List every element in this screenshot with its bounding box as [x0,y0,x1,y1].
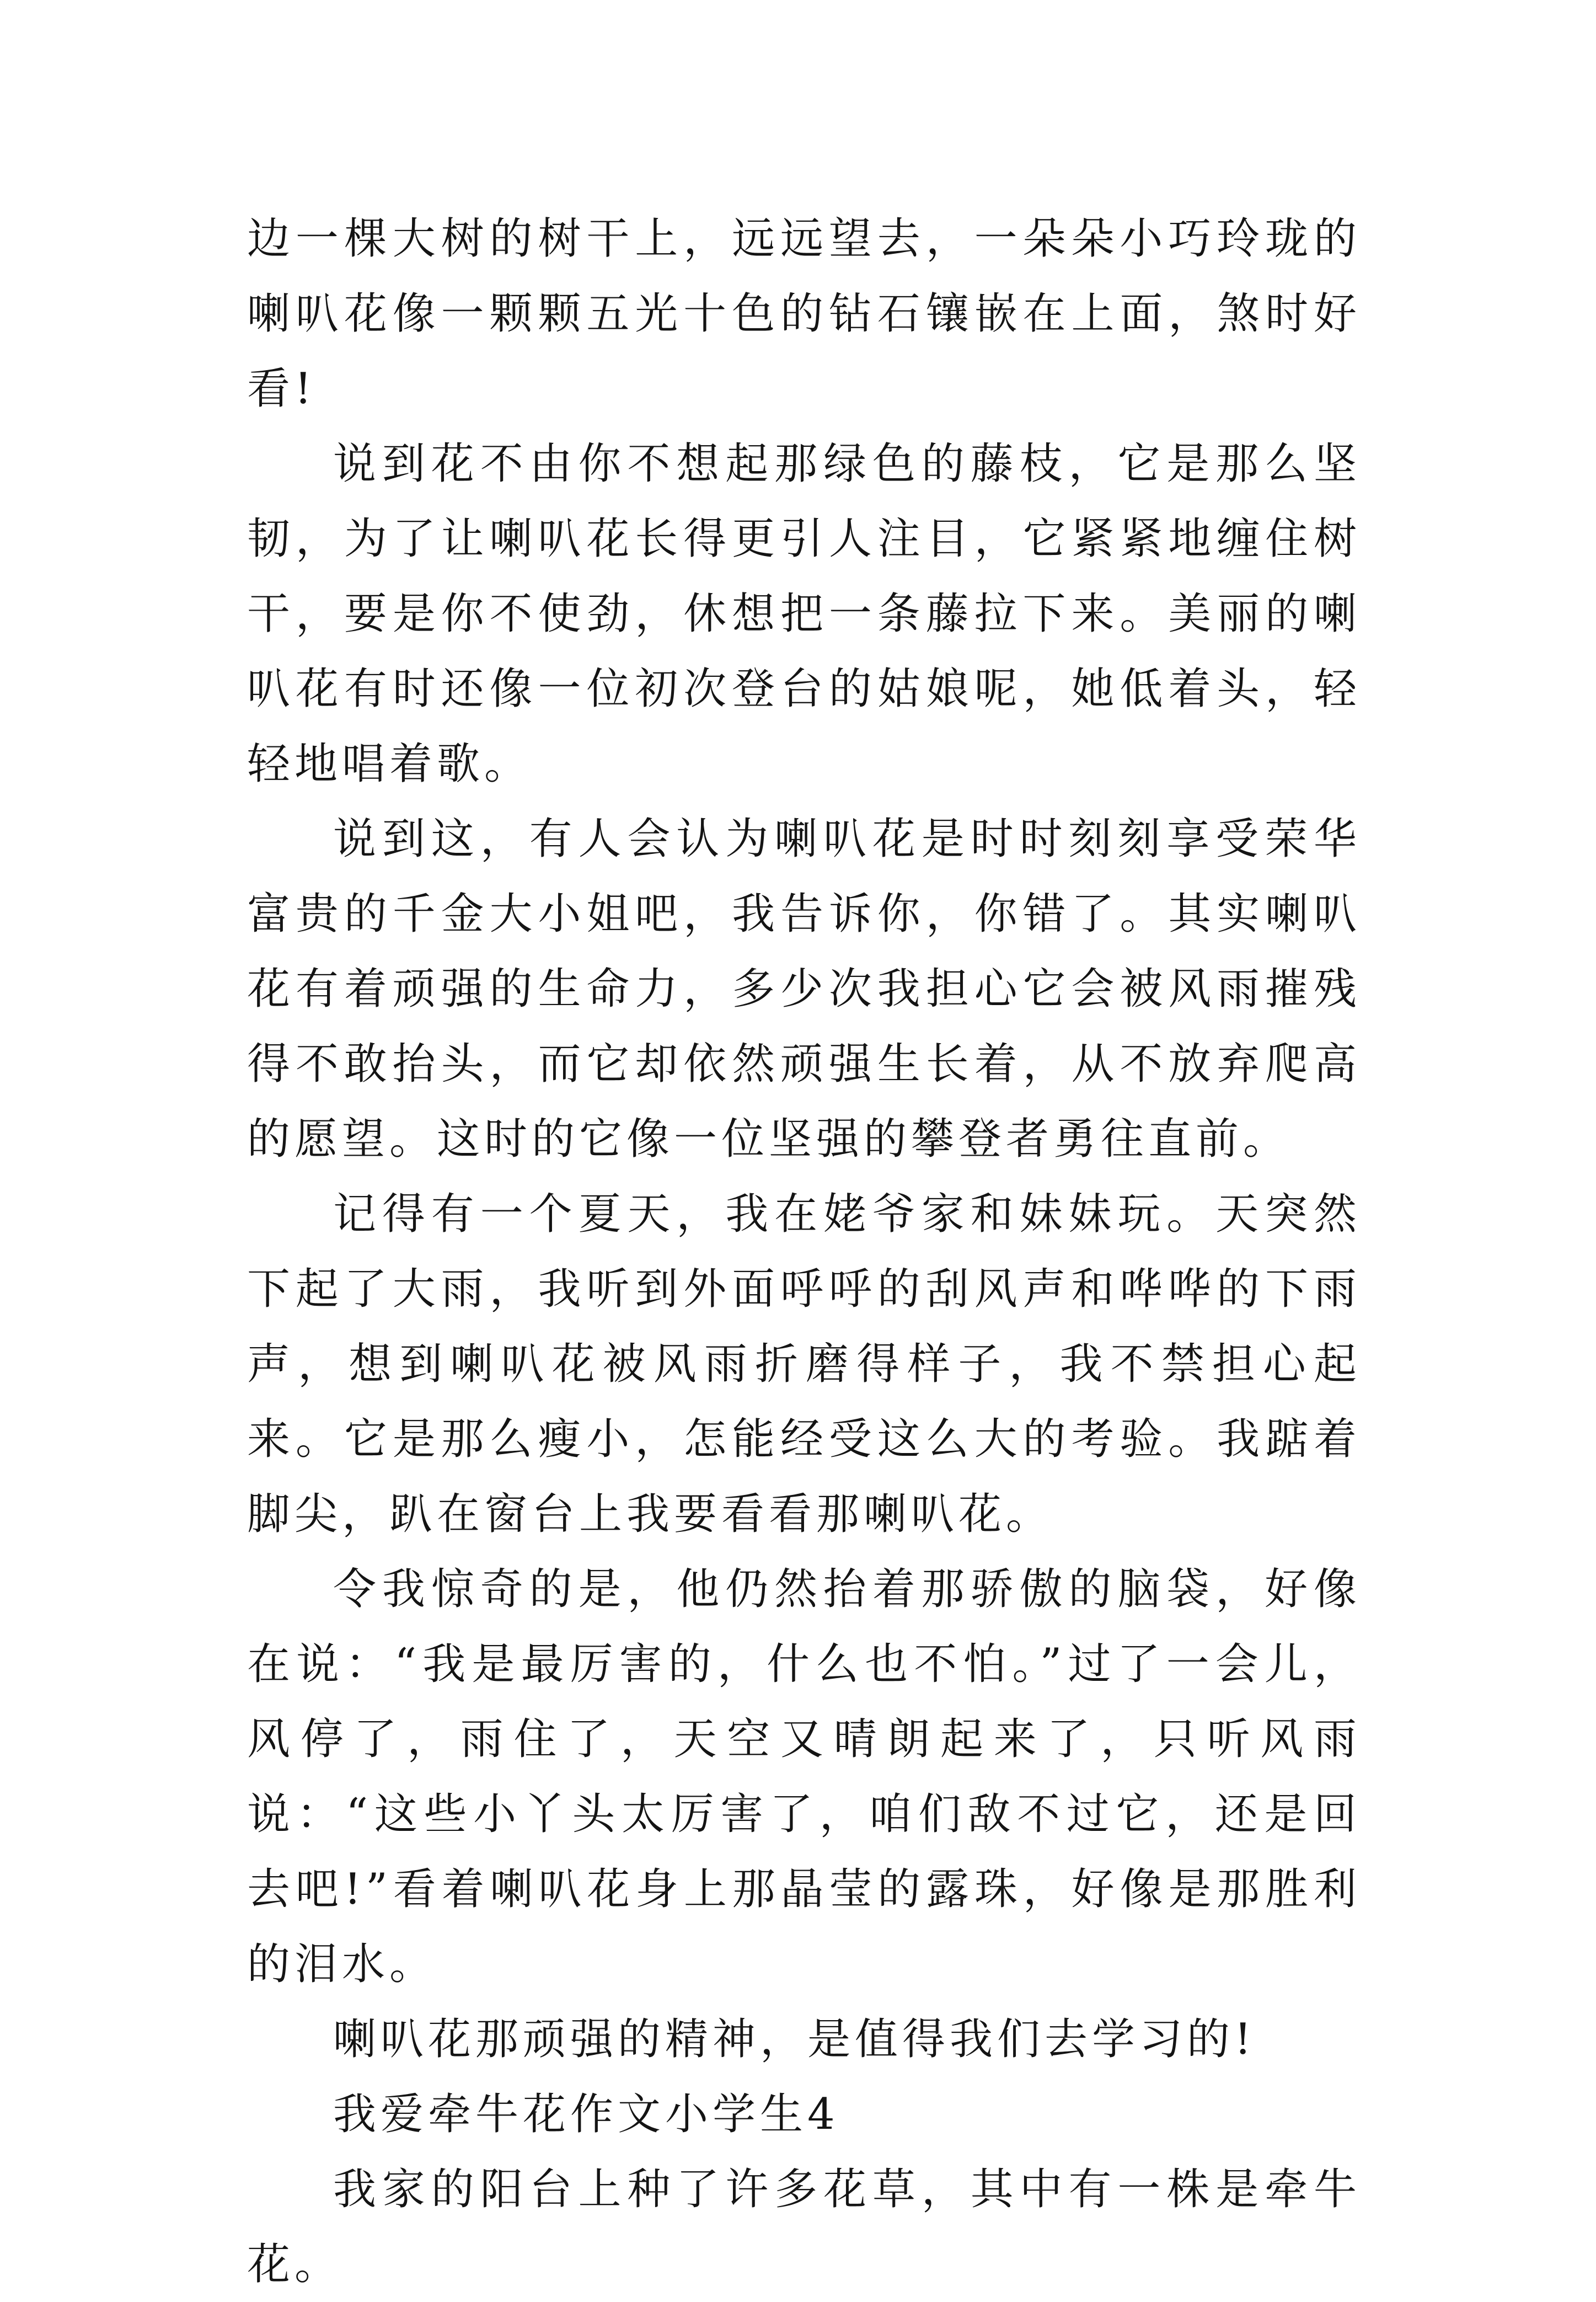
paragraph-4: 记得有一个夏天，我在姥爷家和妹妹玩。天突然下起了大雨，我听到外面呼呼的刮风声和哗哗的下雨声，想到喇叭花被风雨折磨得样子，我不禁担心起来。它是那么瘦小，怎能经受这么大的考验。我踮着脚尖，趴在窗台上我要看看那喇叭花。 [247,1189,1361,1539]
paragraph-6: 喇叭花那顽强的精神，是值得我们去学习的! [333,2015,1256,2064]
paragraph-2: 说到花不由你不想起那绿色的藤枝，它是那么坚韧，为了让喇叭花长得更引人注目，它紧紧地缠住树干，要是你不使劲，休想把一条藤拉下来。美丽的喇叭花有时还像一位初次登台的姑娘呢，她低着头，轻轻地唱着歌。 [247,439,1361,789]
paragraph-1: 边一棵大树的树干上，远远望去，一朵朵小巧玲珑的喇叭花像一颗颗五光十色的钻石镶嵌在上面，煞时好看! [247,214,1361,414]
document-body [247,201,1361,2302]
paragraph-3: 说到这，有人会认为喇叭花是时时刻刻享受荣华富贵的千金大小姐吧，我告诉你，你错了。其实喇叭花有着顽强的生命力，多少次我担心它会被风雨摧残得不敢抬头，而它却依然顽强生长着，从不放弃爬高的愿望。这时的它像一位坚强的攀登者勇往直前。 [247,814,1361,1164]
section-heading: 我爱牵牛花作文小学生4 [333,2090,839,2139]
paragraph-7: 我家的阳台上种了许多花草，其中有一株是牵牛花。 [247,2165,1361,2289]
paragraph-5: 令我惊奇的是，他仍然抬着那骄傲的脑袋，好像在说：“我是最厉害的，什么也不怕。”过了一会儿，风停了，雨住了，天空又晴朗起来了，只听风雨说：“这些小丫头太厉害了，咱们敌不过它，还是回去吧!”看着喇叭花身上那晶莹的露珠，好像是那胜利的泪水。 [247,1564,1361,1989]
